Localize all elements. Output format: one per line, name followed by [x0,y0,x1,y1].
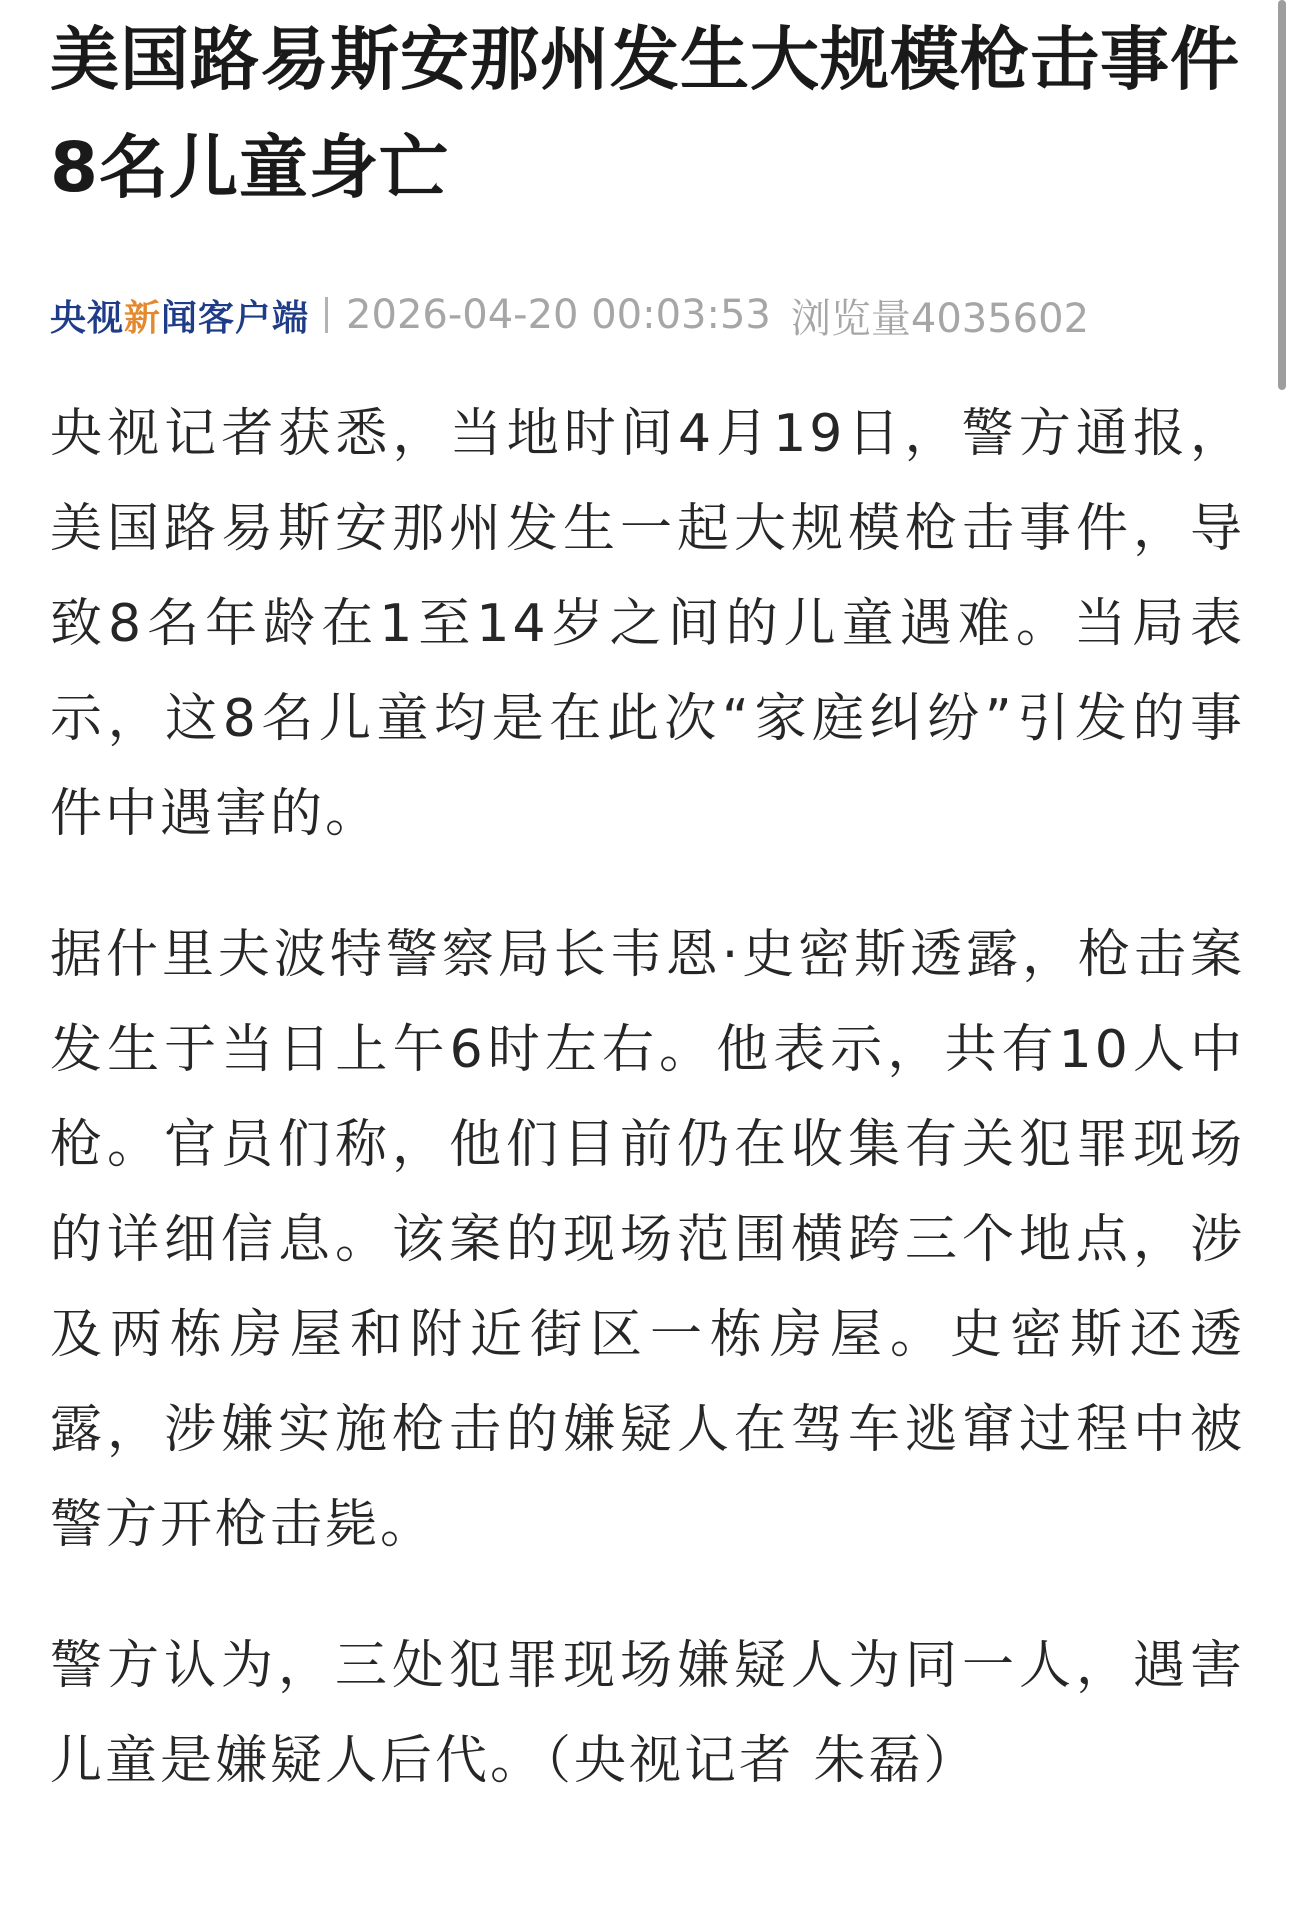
source-name[interactable] [50,290,309,341]
publish-datetime: 2026-04-20 00:03:53 [346,292,771,338]
article-paragraph: 央视记者获悉，当地时间4月19日，警方通报，美国路易斯安那州发生一起大规模枪击事件，导致8名年龄在1至14岁之间的儿童遇难。当局表示，这8名儿童均是在此次“家庭纠纷”引发的事件中遇害的。 [50,404,1245,844]
source-name-highlight: 新 [124,297,162,339]
view-count: 浏览量4035602 [790,295,1090,342]
article-body [50,387,1245,1809]
article-title: 美国路易斯安那州发生大规模枪击事件 8名儿童身亡 [50,20,1240,208]
article-paragraph: 警方认为，三处犯罪现场嫌疑人为同一人，遇害儿童是嫌疑人后代。（央视记者 朱磊） [50,1636,1245,1791]
article-paragraph: 据什里夫波特警察局长韦恩·史密斯透露，枪击案发生于当日上午6时左右。他表示，共有10人中枪。官员们称，他们目前仍在收集有关犯罪现场的详细信息。该案的现场范围横跨三个地点，涉及两栋房屋和附近街区一栋房屋。史密斯还透露，涉嫌实施枪击的嫌疑人在驾车逃窜过程中被警方开枪击毙。 [50,925,1245,1555]
article [50,0,1245,1855]
article-meta [50,285,1245,345]
source-name-part2: 闻客户端 [161,297,310,339]
scrollbar[interactable] [1278,0,1286,390]
source-name-part1: 央视 [50,297,125,339]
meta-divider [325,297,328,333]
